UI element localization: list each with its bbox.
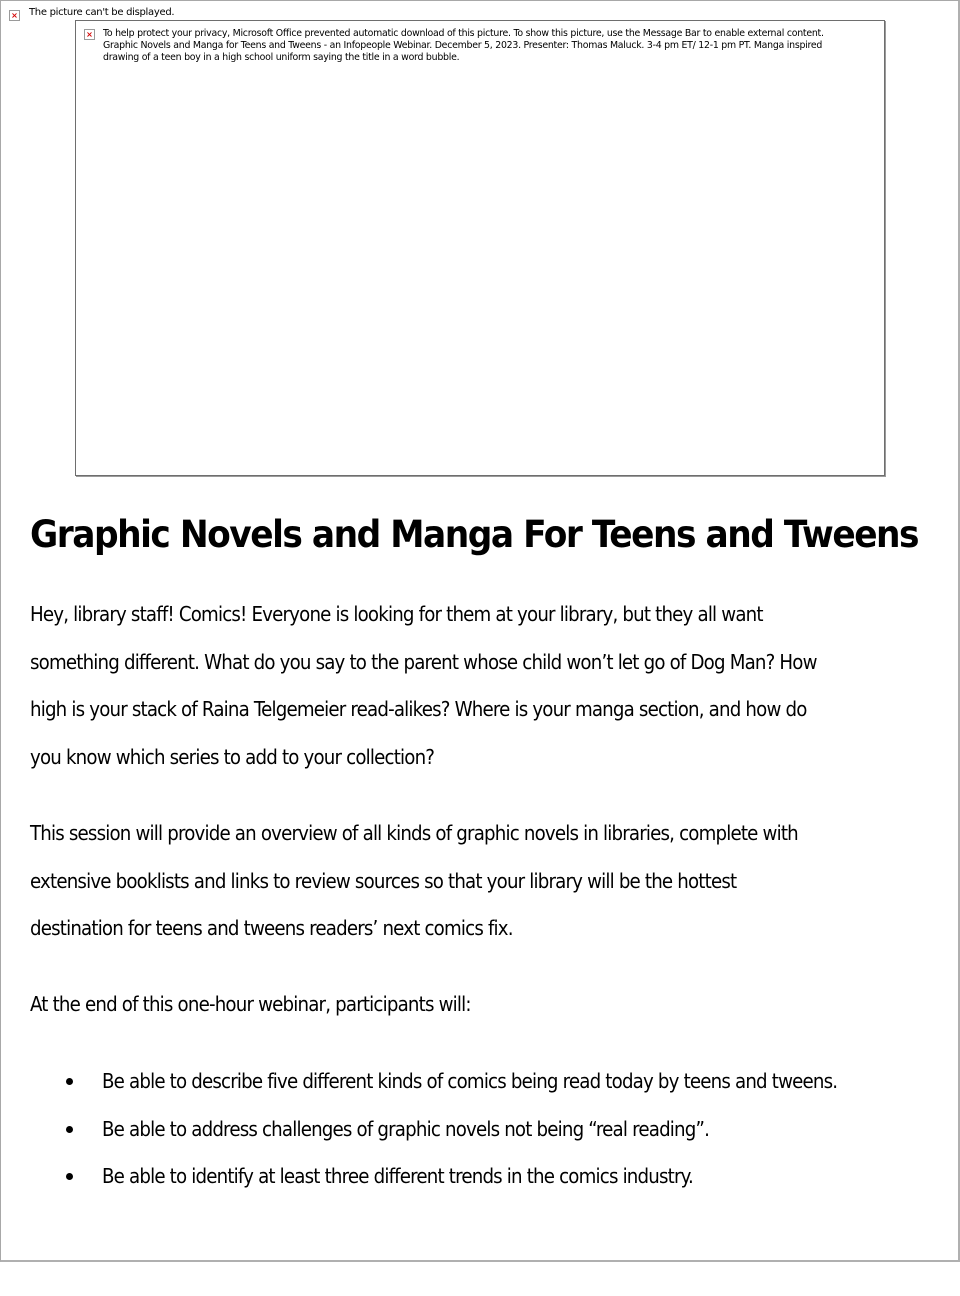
objective-text: Be able to identify at least three different trends in the comics industry.	[102, 1164, 693, 1188]
picture-error-message: The picture can't be displayed.	[29, 7, 175, 18]
paragraph-line: Hey, library staff! Comics! Everyone is looking for them at your library, but they all want	[30, 602, 763, 626]
document-title: Graphic Novels and Manga For Teens and Tweens	[30, 513, 919, 556]
image-alt-text	[103, 28, 863, 64]
objective-text: Be able to describe five different kinds of comics being read today by teens and tweens.	[102, 1069, 838, 1093]
paragraph-line: high is your stack of Raina Telgemeier read-alikes? Where is your manga section, and how do	[30, 697, 807, 721]
paragraph-line: you know which series to add to your collection?	[30, 744, 435, 769]
paragraph-line: something different. What do you say to the parent whose child won’t let go of Dog Man? How	[30, 649, 817, 674]
paragraph-line: destination for teens and tweens readers’ next comics fix.	[30, 916, 513, 940]
alt-text-line: Graphic Novels and Manga for Teens and Tweens - an Infopeople Webinar. December 5, 2023. Presenter: Thomas Maluck. 3-4 pm ET/ 12-1 pm PT. Manga inspired	[103, 40, 823, 51]
bullet-icon	[66, 1126, 73, 1133]
paragraph-line: This session will provide an overview of all kinds of graphic novels in libraries, complete with	[30, 821, 798, 845]
overview-paragraph	[30, 810, 940, 953]
bullet-icon	[66, 1173, 73, 1180]
bullet-icon	[66, 1078, 73, 1085]
paragraph-line: extensive booklists and links to review sources so that your library will be the hottest	[30, 868, 737, 893]
broken-image-icon: ×	[84, 29, 95, 40]
alt-text-line: To help protect your privacy, Microsoft Office prevented automatic download of this picture. To show this picture, use the Message Bar to enable external content.	[103, 28, 824, 39]
objective-text: Be able to address challenges of graphic novels not being “real reading”.	[102, 1116, 710, 1141]
intro-paragraph	[30, 591, 940, 781]
objectives-intro	[30, 981, 940, 1029]
alt-text-line: drawing of a teen boy in a high school uniform saying the title in a word bubble.	[103, 52, 460, 63]
broken-image-icon: ×	[9, 10, 20, 21]
paragraph-line: At the end of this one-hour webinar, participants will:	[30, 992, 471, 1016]
image-placeholder-frame[interactable]	[75, 20, 885, 476]
